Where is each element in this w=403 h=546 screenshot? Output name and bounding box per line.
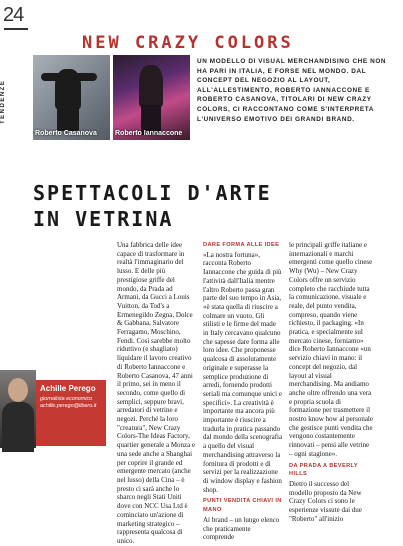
photo-iannaccone bbox=[113, 55, 190, 140]
author-photo-body bbox=[2, 402, 34, 452]
article-paragraph: Ai brand – un lungo elenco che praticamente comprende bbox=[203, 515, 280, 542]
article-column-1 bbox=[117, 241, 197, 546]
headline bbox=[33, 180, 272, 232]
headline-line: SPETTACOLI D'ARTE bbox=[33, 181, 272, 205]
photo-figure-arms bbox=[41, 73, 97, 81]
photo-casanova bbox=[33, 55, 110, 140]
photo-caption: Roberto Casanova bbox=[35, 130, 97, 137]
photo-figure-legs bbox=[57, 107, 79, 131]
intro-text: UN MODELLO DI VISUAL MERCHANDISING CHE NON HA PARI IN ITALIA, E FORSE NEL MONDO. DAL CONCEPT DEL NEGOZIO AL LAYOUT, ALL'ALLESTIMENTO, ROBERTO IANNACCONE E ROBERTO CASANOVA, TITOLARI DI NEW CRAZY COLORS, CI RACCONTANO COME S'INTERPRETA L'UNIVERSO EMOTIVO DEI GRANDI BRAND. bbox=[197, 58, 387, 123]
series-title: NEW CRAZY COLORS bbox=[82, 33, 294, 53]
author-email[interactable]: achille.perego@libero.it bbox=[40, 403, 97, 409]
photo-caption: Roberto Iannaccone bbox=[115, 130, 183, 137]
article-paragraph: Dietro il successo del modello proposto da New Crazy Colors ci sono le esperienze vissute dai due "Roberto" all'inizio bbox=[289, 479, 362, 523]
article-column-2 bbox=[203, 241, 283, 542]
article-paragraph: «La nostra fortuna», racconta Roberto Iannaccone che guida di più l'attività dall'Italia mentre l'altro Roberto passa gran parte del suo tempo in Asia, «è stata quella di riuscire a colmare un vuoto. Gli stilisti e le firme del made in Italy cercavano qualcuno che sapesse dare forma alle loro idee. Che proponesse qualcosa di assolutamente originale e superasse la semplice produzione di arredi, fornendo prodotti seriali ma comunque unici e specifici». La creatività è importante ma ancora più importante è riuscire a tradurla in pratica passando dal mondo della scenografia a quello del visual merchandising attraverso la fornitura di prodotti e di servizi per la realizzazione di window display e fashion shop. bbox=[203, 250, 283, 494]
headline-line: IN VETRINA bbox=[33, 207, 174, 231]
section-label: TENDENZE bbox=[0, 79, 6, 124]
article-paragraph: Una fabbrica delle idee capace di trasformare in realtà l'immaginario del lusso. E delle più prestigiose griffe del mondo, da Prada ad Armani, da Gucci a Louis Vuitton, da Tod's a Ermenegildo Zegna, Dolce & Gabbana, Salvatore Ferragamo, Moschino, Fendi. Così sarebbe molto riduttivo (e sbagliato) liquidare il lavoro creativo di Roberto Iannaccone e Roberto Casanova, 47 anni il primo, sei in meno il secondo, come quello di semplici, seppure bravi, arredatori di vetrine e negozi. Perché la loro "creatura", New Crazy Colors-The Ideas Factory, quartier generale a Monza e una sede anche a Shanghai per coprire il grande ed emergente mercato (anche nel lusso) della Cina – è presto ci sarà anche lo sbarco negli Stati Uniti dove con NCC Usa Ltd è cominciato un'azione di marketing strategico – rappresenta qualcosa di unico. bbox=[117, 241, 196, 545]
article-paragraph: le principali griffe italiane e internazionali e marchi emergenti come quello cinese Why (Wu) – New Crazy Colors offre un servizio completo che racchiude tutta la comunicazione, visuale e reale, del punto vendita, compreso, quando viene richiesto, il packaging. «In pratica, e specialmente sul mercato cinese, forniamo» dice Roberto Iannaccone «un servizio chiavi in mano: il concept del negozio, dal layout al visual merchandising. Ma andiamo anche oltre offrendo una vera e propria scuola di formazione per trasmettere il nostro know how al personale che gestisce punti vendita che vengono costantemente rinnovati – pensi alle vetrine – ogni stagione». bbox=[289, 241, 373, 458]
author-photo bbox=[0, 370, 36, 448]
author-box bbox=[36, 380, 106, 446]
article-subhead: DARE FORMA ALLE IDEE bbox=[203, 242, 280, 248]
article-column-3 bbox=[289, 241, 373, 524]
page-number: 24 bbox=[3, 4, 24, 26]
article-subhead: DA PRADA A BEVERLY HILLS bbox=[289, 462, 358, 478]
page-number-rule bbox=[4, 28, 28, 30]
author-role: giornalista economico bbox=[40, 396, 93, 402]
author-name: Achille Perego bbox=[40, 384, 96, 393]
article-subhead: PUNTI VENDITA CHIAVI IN MANO bbox=[203, 498, 282, 514]
author-photo-head bbox=[8, 378, 28, 402]
photo-figure bbox=[139, 65, 163, 107]
